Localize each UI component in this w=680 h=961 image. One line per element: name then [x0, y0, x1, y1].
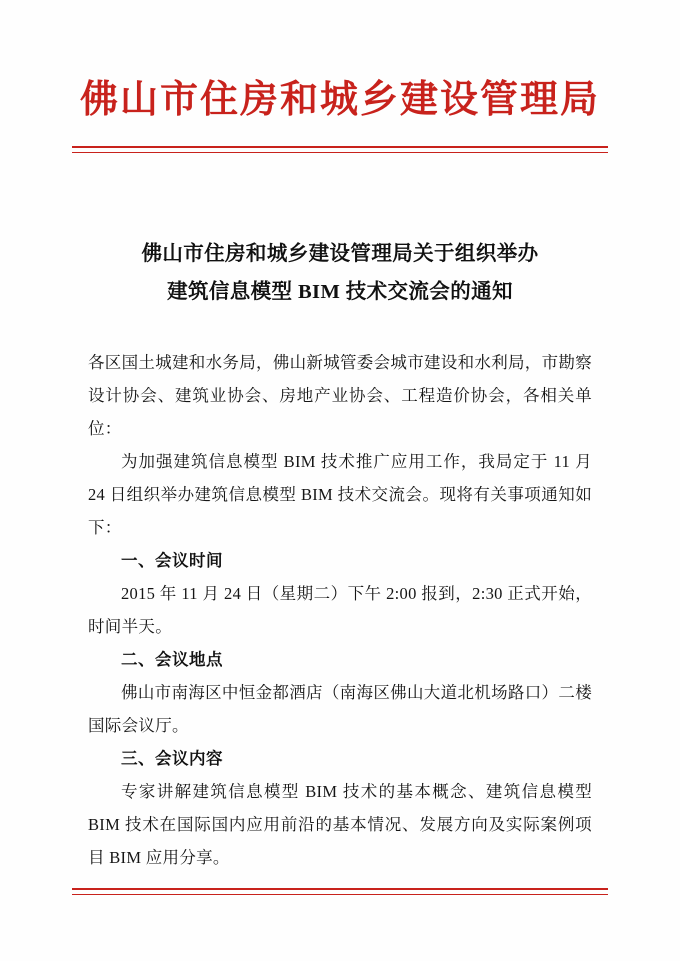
- letterhead: [0, 78, 680, 124]
- section-body-2: 佛山市南海区中恒金都酒店（南海区佛山大道北机场路口）二楼国际会议厅。: [88, 682, 592, 735]
- letterhead-rule-thin: [72, 152, 608, 153]
- section-heading-1: 一、会议时间: [121, 550, 223, 570]
- document-body: [88, 236, 592, 874]
- document-title-line-1: 佛山市住房和城乡建设管理局关于组织举办: [141, 243, 539, 265]
- section-heading-3: 三、会议内容: [121, 748, 223, 768]
- letterhead-organization: 佛山市住房和城乡建设管理局: [79, 79, 600, 121]
- section-heading-2: 二、会议地点: [121, 649, 223, 669]
- intro-paragraph: 为加强建筑信息模型 BIM 技术推广应用工作，我局定于 11 月 24 日组织举办建筑信息模型 BIM 技术交流会。现将有关事项通知如下：: [88, 451, 592, 537]
- section-body-1: 2015 年 11 月 24 日（星期二）下午 2:00 报到，2:30 正式开始，时间半天。: [88, 583, 592, 636]
- footer-rule-thin: [72, 894, 608, 895]
- document-title: [88, 236, 592, 312]
- letterhead-rule-thick: [72, 146, 608, 148]
- footer-rule-thick: [72, 888, 608, 890]
- recipients-paragraph: 各区国土城建和水务局，佛山新城管委会城市建设和水利局，市勘察设计协会、建筑业协会、房地产业协会、工程造价协会，各相关单位：: [88, 352, 592, 438]
- section-body-3: 专家讲解建筑信息模型 BIM 技术的基本概念、建筑信息模型 BIM 技术在国际国内应用前沿的基本情况、发展方向及实际案例项目 BIM 应用分享。: [88, 781, 592, 867]
- document-title-line-2: 建筑信息模型 BIM 技术交流会的通知: [167, 280, 513, 303]
